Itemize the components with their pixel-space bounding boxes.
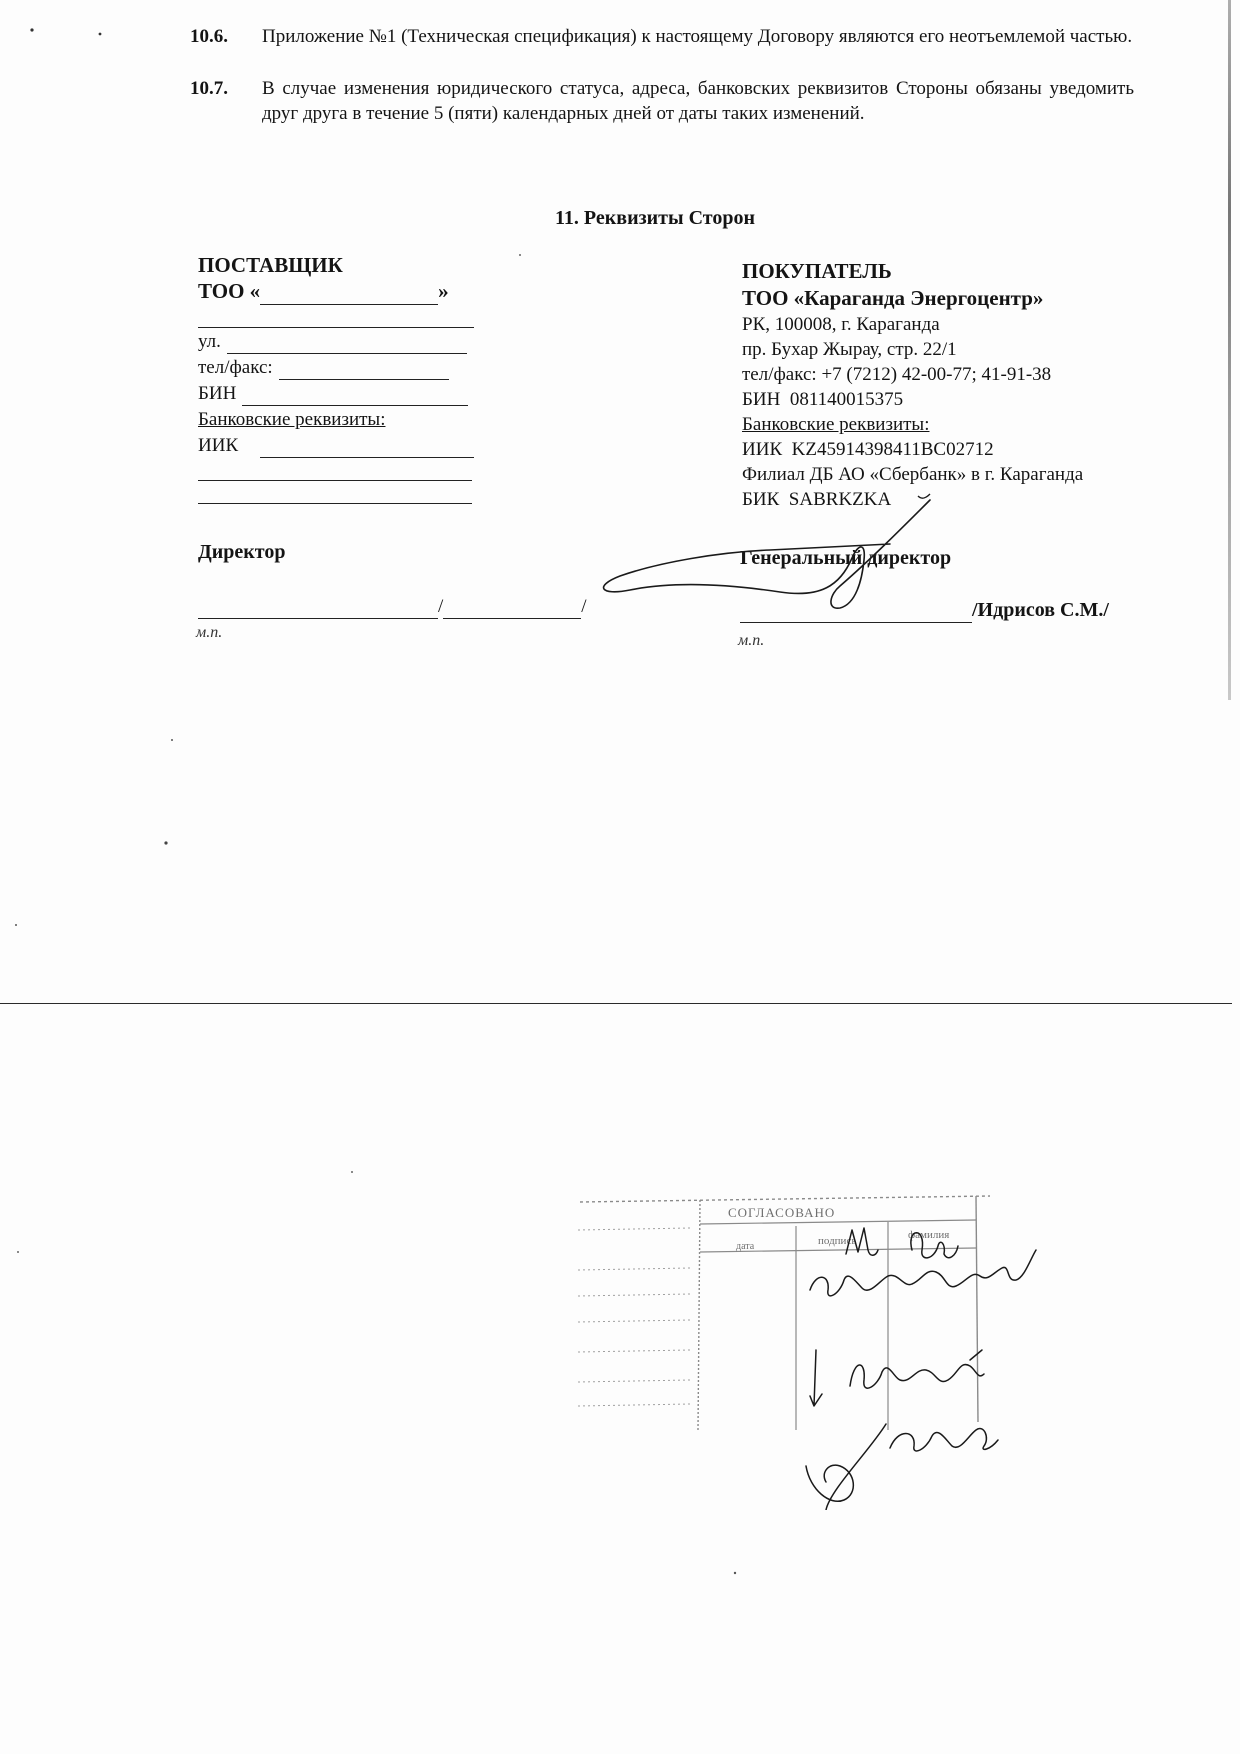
buyer-address-line2: пр. Бухар Жырау, стр. 22/1	[742, 339, 957, 360]
supplier-bin-label: БИН	[198, 383, 237, 404]
buyer-director-name: /Идрисов С.М./	[972, 599, 1109, 621]
supplier-company-prefix: ТОО «	[198, 279, 261, 303]
section-title: 11. Реквизиты Сторон	[555, 207, 755, 229]
supplier-signature-line	[198, 594, 587, 619]
supplier-blank-line	[198, 305, 474, 328]
approval-stamp-col-surname: фамилия	[908, 1229, 950, 1241]
supplier-street-blank	[227, 334, 467, 354]
approval-signatures-image	[770, 1210, 1070, 1510]
supplier-bank-row	[198, 406, 498, 432]
supplier-director-label: Директор	[198, 541, 286, 563]
buyer-bik: БИК SABRKZKA	[742, 489, 892, 510]
buyer-bin: БИН 081140015375	[742, 389, 904, 410]
supplier-street-row	[198, 328, 498, 354]
buyer-phone: тел/факс: +7 (7212) 42-00-77; 41-91-38	[742, 364, 1052, 385]
supplier-bin-row	[198, 380, 498, 406]
approval-stamp-title: СОГЛАСОВАНО	[728, 1205, 836, 1220]
supplier-sig-end: /	[581, 596, 587, 617]
supplier-phone-blank	[279, 360, 449, 380]
supplier-bank-label: Банковские реквизиты:	[198, 409, 386, 430]
supplier-role: ПОСТАВЩИК	[198, 253, 343, 277]
clause-number: 10.7.	[190, 78, 228, 99]
supplier-phone-row	[198, 354, 498, 380]
supplier-street-label: ул.	[198, 331, 221, 352]
supplier-blank-line	[198, 481, 472, 504]
director-signature-image	[600, 490, 940, 630]
buyer-bank-branch: Филиал ДБ АО «Сбербанк» в г. Караганда	[742, 464, 1084, 485]
supplier-bin-blank	[242, 386, 468, 406]
clause-10-6	[190, 24, 1134, 49]
approval-stamp-col-signature: подпись	[818, 1235, 857, 1247]
supplier-name-blank	[443, 596, 581, 619]
supplier-phone-label: тел/факс:	[198, 357, 273, 378]
buyer-stamp-place: м.п.	[738, 632, 765, 649]
clause-10-7	[190, 76, 1134, 126]
clause-text: В случае изменения юридического статуса, адреса, банковских реквизитов Стороны обязаны уведомить друг друга в течение 5 (пяти) календарных дней от даты таких изменений.	[262, 78, 1134, 124]
buyer-bank-label: Банковские реквизиты:	[742, 414, 930, 435]
supplier-stamp-place: м.п.	[196, 624, 223, 641]
approval-stamp-col-date: дата	[736, 1241, 755, 1252]
buyer-role: ПОКУПАТЕЛЬ	[742, 259, 892, 283]
supplier-blank-line	[198, 458, 472, 481]
buyer-address-line1: РК, 100008, г. Караганда	[742, 314, 940, 335]
supplier-sig-separator: /	[438, 596, 444, 617]
clause-text: Приложение №1 (Техническая спецификация) к настоящему Договору являются его неотъемлемой частью.	[262, 26, 1133, 47]
supplier-company-suffix: »	[438, 279, 449, 303]
supplier-iik-blank	[260, 438, 474, 458]
supplier-signature-blank	[198, 596, 438, 619]
supplier-iik-row	[198, 432, 498, 458]
supplier-iik-label: ИИК	[198, 435, 239, 456]
supplier-company	[198, 279, 498, 305]
buyer-company: ТОО «Караганда Энергоцентр»	[742, 286, 1044, 310]
page-separator	[0, 1003, 1232, 1004]
buyer-director-label: Генеральный директор	[740, 547, 952, 569]
supplier-company-blank	[260, 285, 438, 305]
buyer-iik: ИИК KZ45914398411BC02712	[742, 439, 994, 460]
buyer-block	[742, 258, 1162, 512]
supplier-block	[198, 252, 498, 504]
clause-number: 10.6.	[190, 26, 228, 47]
